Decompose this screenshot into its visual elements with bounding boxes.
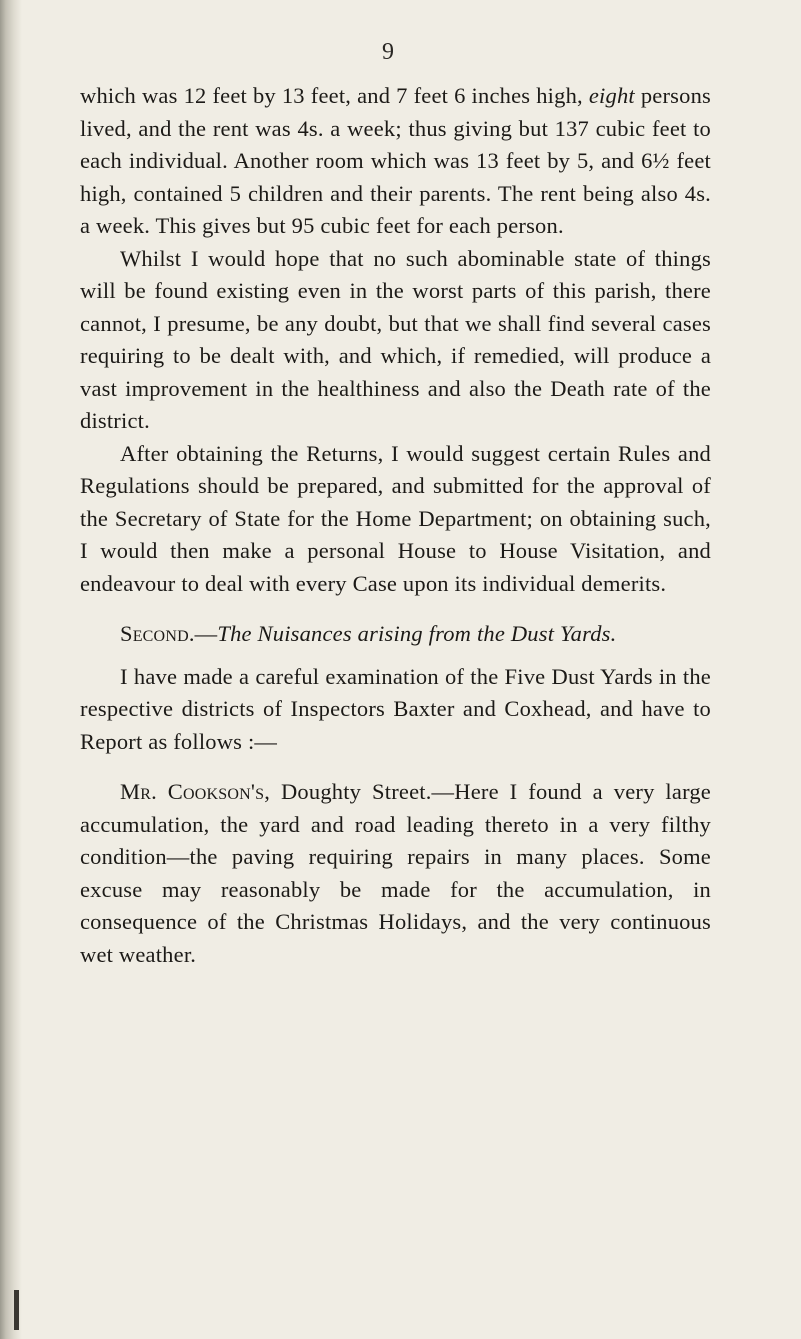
spine-mark: [14, 1290, 19, 1330]
body-text: [80, 80, 711, 971]
cookson-name: Mr. Cookson's,: [120, 779, 271, 804]
paragraph-after-obtaining: After obtaining the Returns, I would suggest certain Rules and Regulations should be prepared, and submitted for the approval of the Secretary of State for the Home Department; on obtaining such, I would then make a personal House to House Visitation, and endeavour to deal with every Case upon its individual demerits.: [80, 440, 711, 596]
page-number: 9: [382, 39, 394, 65]
section-heading: [80, 618, 711, 651]
paragraph-whilst: Whilst I would hope that no such abominable state of things will be found existing even in the worst parts of this parish, there cannot, I presume, be any doubt, but that we shall find several cases requiring to be dealt with, and which, if remedied, will produce a vast improvement in the healthiness and also the Death rate of the district.: [80, 245, 711, 433]
section-label: Second.: [120, 621, 195, 646]
section-title: The Nuisances arising from the Dust Yards.: [217, 621, 617, 646]
paragraph-cookson: [80, 776, 711, 971]
paragraph-text: persons lived, and the rent was 4s. a week; thus giving but 137 cubic feet to each individual. Another room which was 13 feet by 5, and 6½ feet high, contained 5 children and their parents. The rent being also 4s. a week. This gives but 95 cubic feet for each person.: [80, 83, 711, 238]
section-dash: —: [194, 621, 218, 646]
paragraph-dust-yards: I have made a careful examination of the Five Dust Yards in the respective districts of Inspectors Baxter and Coxhead, and have to Report as follows :—: [80, 663, 711, 754]
paragraph-text: Doughty Street.—Here I found a very large accumulation, the yard and road leading thereto in a very filthy condition—the paving requiring repairs in many places. Some excuse may reasonably be made for the accumulation, in consequence of the Christmas Holidays, and the very continuous wet weather.: [80, 779, 711, 967]
paragraph-text: which was 12 feet by 13 feet, and 7 feet 6 inches high,: [80, 83, 589, 108]
book-spine-shadow: [0, 0, 22, 1339]
paragraph-room-dimensions: [80, 80, 711, 243]
italic-word: eight: [588, 83, 635, 108]
